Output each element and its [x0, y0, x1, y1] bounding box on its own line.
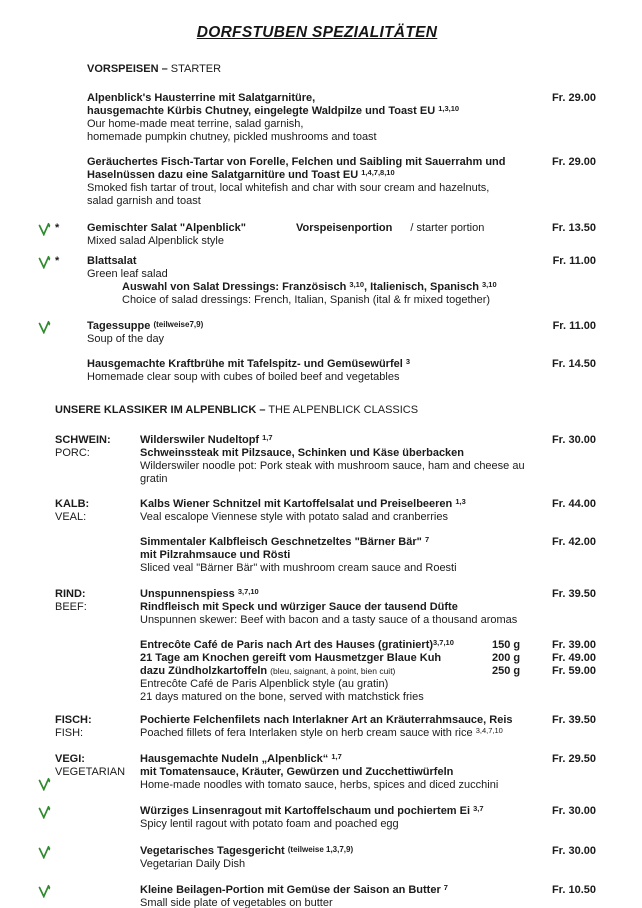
item-name-line [140, 753, 540, 766]
item-desc-en: Spicy lentil ragout with potato foam and poached egg [140, 818, 399, 830]
item-name-de: Alpenblick's Hausterrine mit Salatgarnitüre, [87, 92, 316, 104]
item-name-de: Kleine Beilagen-Portion mit Gemüse der Saison an Butter [140, 884, 441, 896]
item-name-de: mit Pilzrahmsauce und Rösti [140, 549, 291, 561]
item-price: Fr. 10.50 [551, 884, 596, 896]
marker-cell [38, 320, 87, 334]
item-name-de: Gemischter Salat "Alpenblick" [87, 222, 246, 234]
dressing-line-en: Choice of salad dressings: French, Italian, Spanish (ital & fr mixed together) [122, 294, 491, 306]
item-desc-en: Home-made noodles with tomato sauce, herbs, spices and diced zucchini [140, 779, 499, 791]
allergen-superscript: 3,10 [349, 279, 365, 289]
allergen-note: (teilweise7,9) [153, 319, 204, 329]
weight-label: 250 g [492, 665, 521, 677]
allergen-superscript: 3,7,10 [433, 637, 454, 647]
item-name-de-line2: Haselnüssen dazu eine Salatgarnitüre und Toast EU [87, 169, 359, 181]
item-name-de: Hausgemachte Nudeln „Alpenblick“ [140, 753, 329, 765]
item-name-line [140, 434, 540, 447]
category-label [55, 588, 140, 614]
item-price: Fr. 39.00 [551, 639, 596, 651]
item-price: Fr. 30.00 [551, 805, 596, 817]
page-title: DORFSTUBEN SPEZIALITÄTEN [196, 24, 438, 41]
item-price: Fr. 29.00 [551, 92, 596, 104]
item-desc-en: Small side plate of vegetables on butter [140, 897, 333, 908]
section-heading-classics [38, 404, 596, 417]
menu-item-clear-soup [38, 358, 596, 384]
portion-label-de: Vorspeisenportion [295, 222, 393, 234]
item-name-de: Kalbs Wiener Schnitzel mit Kartoffelsalat und Preiselbeeren [140, 498, 453, 510]
item-name-de: Entrecôte Café de Paris nach Art des Hauses (gratiniert) [140, 639, 434, 651]
item-desc-en: Sliced veal "Bärner Bär" with mushroom cream sauce and Roesti [140, 562, 457, 574]
marker-cell [38, 255, 87, 269]
item-desc-line [140, 727, 540, 740]
item-name-de: Würziges Linsenragout mit Kartoffelschaum und pochiertem Ei [140, 805, 471, 817]
category-de: SCHWEIN: [55, 434, 111, 446]
item-name-line [87, 320, 540, 333]
portion-label-en: / starter portion [410, 222, 485, 234]
item-name-de: Schweinssteak mit Pilzsauce, Schinken und Käse überbacken [140, 447, 465, 459]
item-name-line [140, 665, 492, 678]
allergen-superscript: 3,7,10 [237, 586, 259, 596]
category-en: FISH: [55, 727, 84, 739]
item-name-line [140, 845, 540, 858]
menu-item-entrecote [38, 639, 596, 704]
allergen-superscript: 1,3,10 [438, 103, 460, 113]
asterisk-marker: * [55, 222, 60, 234]
item-price: Fr. 30.00 [551, 434, 596, 446]
vegetarian-icon [38, 777, 51, 791]
menu-item-side-vegetables [38, 884, 596, 908]
item-name-line [140, 639, 492, 652]
menu-item-beef-skewer [38, 588, 596, 627]
menu-item-leaf-salad [38, 255, 596, 307]
category-de: FISCH: [55, 714, 92, 726]
allergen-superscript: 7 [443, 882, 448, 892]
item-name-de: Geräuchertes Fisch-Tartar von Forelle, Felchen und Saibling mit Sauerrahm und [87, 156, 506, 168]
item-name-line [140, 498, 540, 511]
weight-label: 150 g [492, 639, 521, 651]
item-desc-en: Soup of the day [87, 333, 165, 345]
item-price: Fr. 11.00 [552, 320, 596, 332]
section-heading-de: UNSERE KLASSIKER IM ALPENBLICK – [55, 404, 266, 416]
category-en: VEGETARIAN [55, 766, 126, 778]
item-price: Fr. 11.00 [552, 255, 596, 267]
allergen-superscript: 1,7 [331, 751, 342, 761]
item-price: Fr. 14.50 [551, 358, 596, 370]
item-price: Fr. 39.50 [551, 588, 596, 600]
vegetarian-icon [38, 884, 51, 898]
asterisk-marker: * [55, 255, 60, 267]
item-name-line [87, 222, 540, 235]
item-name-de: Pochierte Felchenfilets nach Interlakner Art an Kräuterrahmsauce, Reis [140, 714, 513, 726]
vegetarian-icon [38, 845, 51, 859]
menu-item-mixed-salad [38, 222, 596, 248]
item-price: Fr. 44.00 [551, 498, 596, 510]
item-price: Fr. 39.50 [551, 714, 596, 726]
item-name-de: Unspunnenspiess [140, 588, 235, 600]
category-en: BEEF: [55, 601, 87, 613]
cooking-degree-note: (bleu, saignant, à point, bien cuit) [270, 666, 396, 676]
item-name-de: Vegetarisches Tagesgericht [140, 845, 285, 857]
item-desc-en: salad garnish and toast [87, 195, 201, 207]
item-price: Fr. 30.00 [551, 845, 596, 857]
item-desc-en: Veal escalope Viennese style with potato salad and cranberries [140, 511, 448, 523]
dressing-line-de [122, 281, 540, 294]
item-desc-en: 21 days matured on the bone, served with matchstick fries [140, 691, 424, 703]
section-heading-de: VORSPEISEN – [87, 63, 168, 75]
marker-cell [38, 845, 55, 863]
item-price: Fr. 29.50 [551, 753, 596, 765]
category-en: VEAL: [55, 511, 87, 523]
marker-cell [38, 805, 55, 823]
item-name-line [87, 358, 540, 371]
entrecote-line-1 [140, 639, 540, 652]
allergen-superscript: 3,4,7,10 [475, 725, 503, 735]
item-desc-en: Poached fillets of fera Interlaken style on herb cream sauce with rice [140, 727, 473, 739]
item-desc-en: Mixed salad Alpenblick style [87, 235, 224, 247]
menu-item-fish-tartar [38, 156, 596, 208]
item-price: Fr. 13.50 [551, 222, 596, 234]
item-name-de: 21 Tage am Knochen gereift vom Hausmetzger Blaue Kuh [140, 652, 442, 664]
vegetarian-icon [38, 320, 51, 334]
item-name-de [87, 105, 540, 118]
item-name-de: Blattsalat [87, 255, 137, 267]
item-desc-en: Our home-made meat terrine, salad garnish, [87, 118, 304, 130]
item-name-de: dazu Zündholzkartoffeln [140, 665, 268, 677]
item-price: Fr. 29.00 [551, 156, 596, 168]
allergen-superscript: 7 [424, 534, 430, 544]
entrecote-line-2 [140, 652, 540, 665]
allergen-note: (teilweise 1,3,7,9) [287, 844, 354, 854]
allergen-superscript: 3,7 [473, 803, 484, 813]
item-name-line [140, 536, 540, 549]
allergen-superscript: 3,10 [482, 279, 497, 289]
marker-cell [38, 222, 87, 236]
menu-item-fish-fillets [38, 714, 596, 740]
category-label [55, 714, 140, 740]
category-en: PORC: [55, 447, 90, 459]
item-name-de: Wilderswiler Nudeltopf [140, 434, 260, 446]
allergen-superscript: 1,7 [262, 432, 273, 442]
item-name-de: Hausgemachte Kraftbrühe mit Tafelspitz- und Gemüsewürfel [87, 358, 403, 370]
category-label [55, 434, 140, 460]
vegetarian-icon [38, 255, 51, 269]
menu-item-vegetarian-daily [38, 845, 596, 871]
entrecote-line-3 [140, 665, 540, 678]
item-name-line [140, 884, 540, 897]
menu-item-lentil-ragout [38, 805, 596, 831]
item-desc-en: Homemade clear soup with cubes of boiled beef and vegetables [87, 371, 400, 383]
allergen-superscript: 3 [405, 356, 411, 366]
item-desc-en: Smoked fish tartar of trout, local whitefish and char with sour cream and hazelnuts, [87, 182, 490, 194]
item-name-line [140, 805, 540, 818]
section-heading-starters [38, 63, 596, 76]
dressing-text-de: Auswahl von Salat Dressings: Französisch [122, 281, 347, 293]
item-name-de-line2: hausgemachte Kürbis Chutney, eingelegte Waldpilze und Toast EU [87, 105, 436, 117]
item-price-stack [540, 639, 596, 678]
menu-item-soup-of-day [38, 320, 596, 346]
item-name-de: Tagessuppe [87, 320, 151, 332]
allergen-superscript: 1,4,7,8,10 [361, 167, 395, 177]
menu-item-pork-noodle-pot [38, 434, 596, 486]
item-desc-en: Wilderswiler noodle pot: Pork steak with mushroom sauce, ham and cheese au gratin [140, 460, 525, 485]
item-price: Fr. 59.00 [551, 665, 596, 677]
category-de: RIND: [55, 588, 86, 600]
item-name-de [87, 169, 540, 182]
item-name-line [140, 588, 540, 601]
item-name-de: mit Tomatensauce, Kräuter, Gewürzen und Zucchettiwürfeln [140, 766, 454, 778]
menu-item-vegi-noodles [38, 753, 596, 795]
weight-label: 200 g [492, 652, 521, 664]
menu-item-sliced-veal [38, 536, 596, 575]
item-desc-en: Green leaf salad [87, 268, 168, 280]
marker-cell [38, 753, 55, 795]
dressing-text-de: , Italienisch, Spanisch [364, 281, 479, 293]
item-price: Fr. 42.00 [551, 536, 596, 548]
section-heading-en: STARTER [170, 63, 222, 75]
item-desc-en: Vegetarian Daily Dish [140, 858, 246, 870]
allergen-superscript: 1,3 [455, 496, 466, 506]
item-name-de: Simmentaler Kalbfleisch Geschnetzeltes "Bärner Bär" [140, 536, 422, 548]
category-label [55, 753, 140, 779]
section-heading-en: THE ALPENBLICK CLASSICS [268, 404, 419, 416]
item-desc-en: homemade pumpkin chutney, pickled mushrooms and toast [87, 131, 377, 143]
vegetarian-icon [38, 805, 51, 819]
marker-cell [38, 884, 55, 902]
item-desc-en: Entrecôte Café de Paris Alpenblick style (au gratin) [140, 678, 389, 690]
item-price: Fr. 49.00 [551, 652, 596, 664]
item-name-de: Rindfleisch mit Speck und würziger Sauce der tausend Düfte [140, 601, 458, 613]
menu-item-veal-schnitzel [38, 498, 596, 524]
category-label [55, 498, 140, 524]
menu-item-terrine [38, 92, 596, 144]
category-de: VEGI: [55, 753, 85, 765]
category-de: KALB: [55, 498, 90, 510]
vegetarian-icon [38, 222, 51, 236]
item-desc-en: Unspunnen skewer: Beef with bacon and a tasty sauce of a thousand aromas [140, 614, 518, 626]
